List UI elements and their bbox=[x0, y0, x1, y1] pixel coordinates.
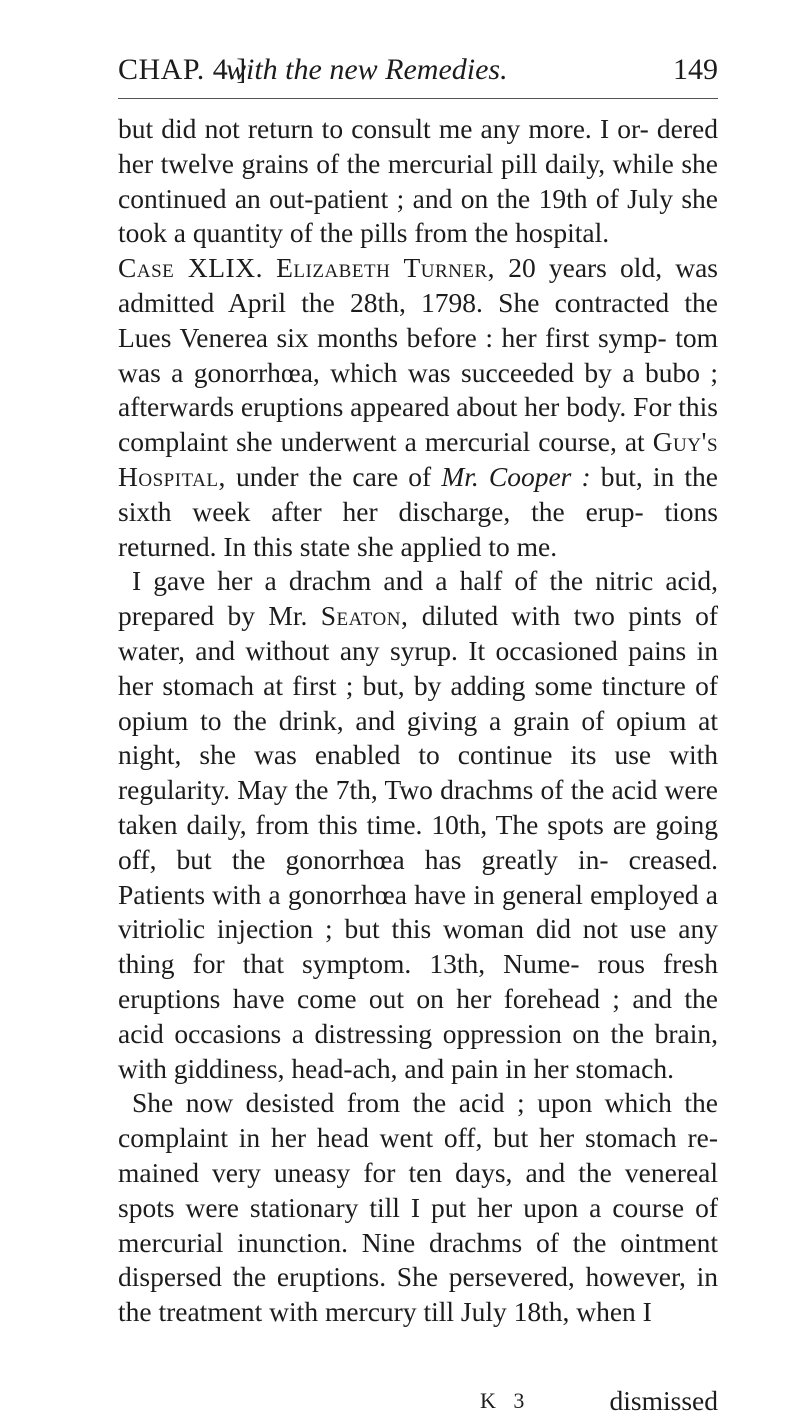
body-text bbox=[118, 112, 718, 1330]
hospital-name: Guy's Hospital, bbox=[118, 426, 719, 492]
doctor-name: Mr. Cooper : bbox=[441, 460, 591, 492]
paragraph-continuation bbox=[118, 112, 718, 251]
paragraph-text: diluted with two pints of water, and without any syrup. It occasioned pains in her stomach at first ; but, by adding some tincture of opium to the drink, and giving a grain of opium at night, she was enabled to continue its use with regularity. May the 7th, Two drachms of the acid were taken daily, from this time. 10th, The spots are going off, but the gonorrhœa has greatly in- creased. Patients with a gonorrhœa have in general employed a vitriolic injection ; but this woman did not use any thing for that symptom. 13th, Nume- rous fresh eruptions have come out on her forehead ; and the acid occasions a distressing oppression on the brain, with giddiness, head-ach, and pain in her stomach. bbox=[118, 600, 719, 1084]
running-title: with the new Remedies. bbox=[226, 53, 508, 86]
page-footer bbox=[118, 1383, 718, 1419]
header-rule bbox=[118, 98, 718, 99]
paragraph-outcome bbox=[118, 1086, 718, 1330]
patient-name: Elizabeth Turner, bbox=[276, 252, 496, 284]
catchword: dismissed bbox=[609, 1385, 718, 1416]
paragraph-treatment bbox=[118, 564, 718, 1086]
paragraph-text: I gave her a drachm and a half of the nitric acid, prepared by Mr. bbox=[118, 565, 718, 632]
paragraph-text: under the care of bbox=[235, 460, 432, 492]
signature-mark: K 3 bbox=[480, 1388, 531, 1413]
running-head bbox=[118, 48, 718, 92]
paragraph-text: 20 years old, was admitted April the 28th, 1798. She contracted the Lues Venerea six months before : her first symp- tom was a gonorrhœa, which was succeeded by a bubo ; afterwards eruptions appeared about her body. For this complaint she underwent a mercurial course, at bbox=[118, 252, 718, 458]
case-label: Case XLIX. bbox=[118, 252, 263, 284]
chemist-name: Seaton, bbox=[320, 600, 409, 632]
paragraph-text: She now desisted from the acid ; upon which the complaint in her head went off, but her stomach re- mained very uneasy for ten days, and the venereal spots were stationary till I put her upon a course of mercurial inunction. Nine drachms of the ointment dispersed the eruptions. She persevered, however, in the treatment with mercury till July 18th, when I bbox=[118, 1087, 718, 1328]
paragraph-case-xlix bbox=[118, 251, 718, 564]
page-number: 149 bbox=[673, 53, 718, 86]
paragraph-text: but did not return to consult me any more. I or- dered her twelve grains of the mercurial pill daily, while she continued an out-patient ; and on the 19th of July she took a quantity of the pills from the hospital. bbox=[118, 113, 718, 249]
paragraph-text: but, in the sixth week after her discharge, the erup- tions returned. In this state she applied to me. bbox=[118, 460, 719, 562]
chapter-label: CHAP. 4.] bbox=[118, 53, 247, 86]
